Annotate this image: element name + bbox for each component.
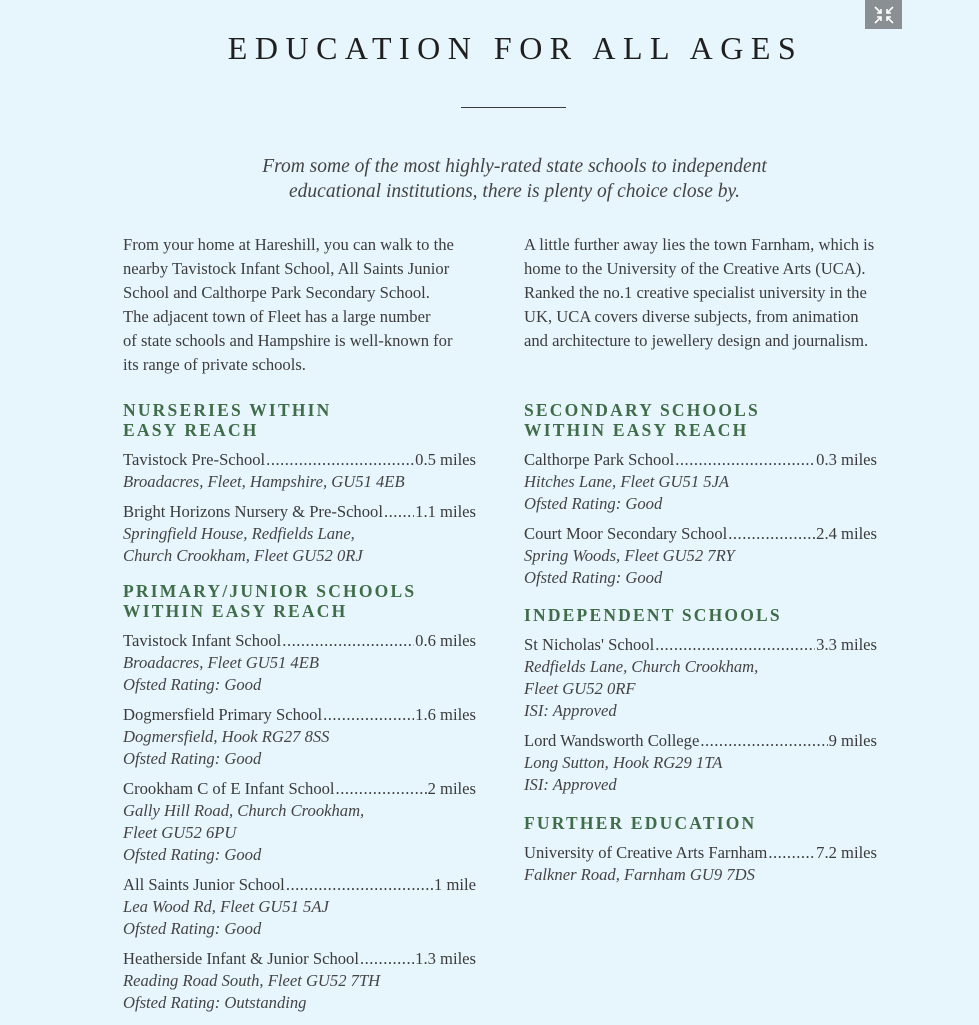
school-detail: ISI: Approved bbox=[524, 701, 617, 720]
school-entry bbox=[123, 630, 493, 696]
left-paragraph-line: nearby Tavistock Infant School, All Saints Junior bbox=[123, 259, 450, 278]
school-name: Court Moor Secondary School bbox=[524, 524, 728, 543]
heading-line: PRIMARY/JUNIOR SCHOOLS bbox=[123, 581, 417, 601]
school-distance: 0.6 miles bbox=[415, 631, 476, 650]
school-distance: 1.1 miles bbox=[415, 502, 476, 521]
school-detail: Ofsted Rating: Good bbox=[123, 845, 262, 864]
school-entry bbox=[524, 842, 894, 886]
school-entry bbox=[123, 778, 493, 866]
school-detail: Spring Woods, Fleet GU52 7RY bbox=[524, 546, 735, 565]
section-heading bbox=[123, 400, 493, 440]
primary-section bbox=[123, 581, 493, 1014]
heading-line: NURSERIES WITHIN bbox=[123, 400, 332, 420]
section-heading bbox=[524, 400, 894, 440]
dot-leader bbox=[728, 523, 815, 545]
school-detail: Broadacres, Fleet GU51 4EB bbox=[123, 653, 320, 672]
entry-list bbox=[123, 630, 493, 1014]
right-column bbox=[524, 233, 894, 886]
school-distance: 1.3 miles bbox=[415, 949, 476, 968]
school-name-row bbox=[123, 630, 476, 652]
school-name-row bbox=[524, 523, 877, 545]
school-name: Crookham C of E Infant School bbox=[123, 779, 335, 798]
school-detail: Ofsted Rating: Good bbox=[123, 919, 262, 938]
collapse-button[interactable] bbox=[865, 0, 902, 29]
secondary-section bbox=[524, 400, 894, 589]
school-entry bbox=[524, 523, 894, 589]
school-entry bbox=[524, 634, 894, 722]
left-paragraph-line: of state schools and Hampshire is well-known for bbox=[123, 331, 453, 350]
left-paragraph-line: From your home at Hareshill, you can walk to the bbox=[123, 235, 454, 254]
school-entry bbox=[123, 874, 493, 940]
school-name-row bbox=[524, 842, 877, 864]
school-name-row bbox=[524, 634, 877, 656]
entry-list bbox=[524, 842, 894, 886]
school-detail: Ofsted Rating: Good bbox=[524, 494, 663, 513]
school-name-row bbox=[123, 501, 476, 523]
school-name: Lord Wandsworth College bbox=[524, 731, 700, 750]
school-distance: 2.4 miles bbox=[816, 524, 877, 543]
school-detail: Church Crookham, Fleet GU52 0RJ bbox=[123, 546, 363, 565]
dot-leader bbox=[286, 874, 433, 896]
school-distance: 3.3 miles bbox=[816, 635, 877, 654]
school-entry bbox=[123, 449, 493, 493]
dot-leader bbox=[768, 842, 815, 864]
school-detail: Long Sutton, Hook RG29 1TA bbox=[524, 753, 723, 772]
school-name: Dogmersfield Primary School bbox=[123, 705, 323, 724]
school-distance: 2 miles bbox=[427, 779, 476, 798]
school-name: Bright Horizons Nursery & Pre-School bbox=[123, 502, 383, 521]
school-distance: 9 miles bbox=[828, 731, 877, 750]
school-detail: Fleet GU52 0RF bbox=[524, 679, 636, 698]
school-entry bbox=[123, 948, 493, 1014]
school-name-row bbox=[524, 730, 877, 752]
section-heading bbox=[524, 813, 894, 833]
school-entry bbox=[123, 501, 493, 567]
school-detail: Broadacres, Fleet, Hampshire, GU51 4EB bbox=[123, 472, 405, 491]
intro-text bbox=[200, 154, 829, 204]
dot-leader bbox=[282, 630, 414, 652]
school-name-row bbox=[123, 948, 476, 970]
further-education-section bbox=[524, 813, 894, 886]
school-detail: Hitches Lane, Fleet GU51 5JA bbox=[524, 472, 730, 491]
left-paragraph-line: The adjacent town of Fleet has a large number bbox=[123, 307, 431, 326]
school-detail: Ofsted Rating: Good bbox=[524, 568, 663, 587]
left-paragraph bbox=[123, 233, 493, 377]
school-distance: 7.2 miles bbox=[816, 843, 877, 862]
heading-line: FURTHER EDUCATION bbox=[524, 813, 757, 833]
school-distance: 0.3 miles bbox=[816, 450, 877, 469]
school-name-row bbox=[123, 449, 476, 471]
section-heading bbox=[524, 605, 894, 625]
school-name: All Saints Junior School bbox=[123, 875, 285, 894]
dot-leader bbox=[700, 730, 827, 752]
school-name: Heatherside Infant & Junior School bbox=[123, 949, 359, 968]
school-detail: Lea Wood Rd, Fleet GU51 5AJ bbox=[123, 897, 329, 916]
school-detail: Redfields Lane, Church Crookham, bbox=[524, 657, 759, 676]
school-distance: 1 mile bbox=[434, 875, 476, 894]
school-detail: Fleet GU52 6PU bbox=[123, 823, 237, 842]
school-name: St Nicholas' School bbox=[524, 635, 655, 654]
independent-section bbox=[524, 605, 894, 796]
entry-list bbox=[524, 634, 894, 796]
dot-leader bbox=[323, 704, 414, 726]
school-name-row bbox=[524, 449, 877, 471]
heading-line: INDEPENDENT SCHOOLS bbox=[524, 605, 782, 625]
dot-leader bbox=[336, 778, 427, 800]
left-paragraph-line: its range of private schools. bbox=[123, 355, 306, 374]
heading-line: SECONDARY SCHOOLS bbox=[524, 400, 760, 420]
school-name: Tavistock Infant School bbox=[123, 631, 282, 650]
school-distance: 0.5 miles bbox=[415, 450, 476, 469]
right-paragraph bbox=[524, 233, 894, 353]
right-paragraph-line: and architecture to jewellery design and journalism. bbox=[524, 331, 869, 350]
school-detail: Ofsted Rating: Good bbox=[123, 749, 262, 768]
school-name-row bbox=[123, 778, 476, 800]
entry-list bbox=[524, 449, 894, 589]
school-detail: Springfield House, Redfields Lane, bbox=[123, 524, 355, 543]
entry-list bbox=[123, 449, 493, 567]
collapse-icon bbox=[873, 5, 895, 25]
school-detail: Ofsted Rating: Good bbox=[123, 675, 262, 694]
right-paragraph-line: home to the University of the Creative Arts (UCA). bbox=[524, 259, 866, 278]
school-entry bbox=[524, 730, 894, 796]
heading-line: WITHIN EASY REACH bbox=[524, 420, 749, 440]
left-paragraph-line: School and Calthorpe Park Secondary School. bbox=[123, 283, 430, 302]
school-name-row bbox=[123, 704, 476, 726]
dot-leader bbox=[384, 501, 414, 523]
title-divider bbox=[461, 107, 566, 108]
dot-leader bbox=[360, 948, 414, 970]
right-paragraph-line: UK, UCA covers diverse subjects, from animation bbox=[524, 307, 859, 326]
section-heading bbox=[123, 581, 493, 621]
school-name: University of Creative Arts Farnham bbox=[524, 843, 768, 862]
school-entry bbox=[123, 704, 493, 770]
right-paragraph-line: Ranked the no.1 creative specialist university in the bbox=[524, 283, 867, 302]
dot-leader bbox=[675, 449, 815, 471]
page-title: EDUCATION FOR ALL AGES bbox=[227, 30, 804, 66]
school-detail: Ofsted Rating: Outstanding bbox=[123, 993, 307, 1012]
intro-line-1: From some of the most highly-rated state schools to independent bbox=[262, 156, 767, 177]
school-name: Calthorpe Park School bbox=[524, 450, 675, 469]
dot-leader bbox=[655, 634, 815, 656]
nurseries-section bbox=[123, 400, 493, 567]
heading-line: WITHIN EASY REACH bbox=[123, 601, 348, 621]
school-name-row bbox=[123, 874, 476, 896]
heading-line: EASY REACH bbox=[123, 420, 259, 440]
school-detail: Gally Hill Road, Church Crookham, bbox=[123, 801, 365, 820]
school-detail: Reading Road South, Fleet GU52 7TH bbox=[123, 971, 381, 990]
intro-line-2: educational institutions, there is plenty of choice close by. bbox=[289, 181, 740, 202]
left-column bbox=[123, 233, 493, 1014]
school-distance: 1.6 miles bbox=[415, 705, 476, 724]
school-entry bbox=[524, 449, 894, 515]
dot-leader bbox=[266, 449, 414, 471]
school-detail: Dogmersfield, Hook RG27 8SS bbox=[123, 727, 330, 746]
school-detail: ISI: Approved bbox=[524, 775, 617, 794]
school-detail: Falkner Road, Farnham GU9 7DS bbox=[524, 865, 755, 884]
school-name: Tavistock Pre-School bbox=[123, 450, 266, 469]
right-paragraph-line: A little further away lies the town Farnham, which is bbox=[524, 235, 875, 254]
